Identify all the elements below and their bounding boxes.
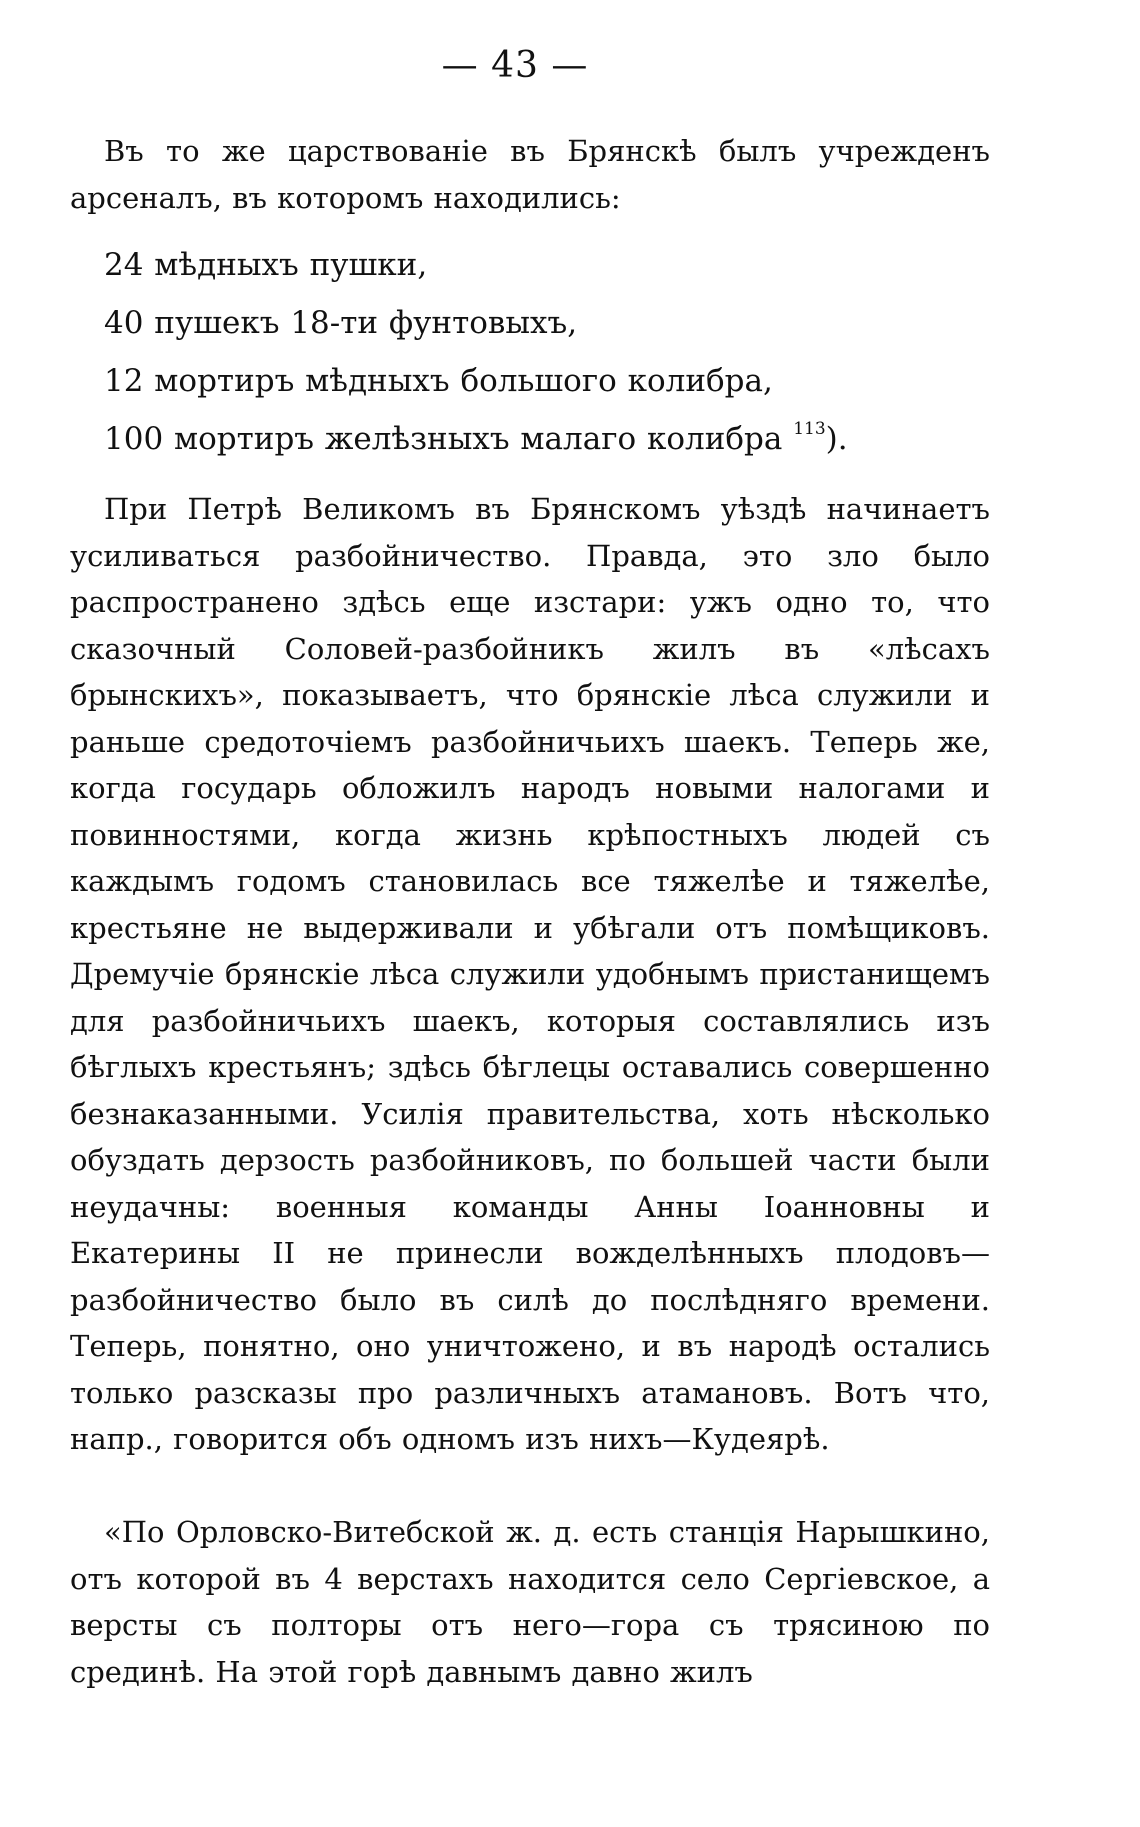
- arsenal-list: [70, 236, 990, 468]
- paragraph-arsenal-intro: [70, 128, 990, 221]
- page-number: — 43 —: [441, 45, 589, 86]
- list-item: 12 мортиръ мѣдныхъ большого колибра,: [104, 363, 773, 399]
- paragraph-robbery: [70, 486, 990, 1463]
- footnote-reference: 113: [793, 419, 826, 439]
- list-item-last: [70, 410, 990, 468]
- list-item-text: 100 мортиръ желѣзныхъ малаго колибра: [104, 421, 783, 457]
- paragraph-text: «По Орловско-Витебской ж. д. есть станція Нарышкино, отъ которой въ 4 верстахъ находится село Сергіевское, а версты съ полторы отъ него—гора съ трясиною по срединѣ. На этой горѣ давнымъ давно жилъ: [70, 1515, 990, 1689]
- paragraph-text: Въ то же царствованіе въ Брянскѣ былъ учрежденъ арсеналъ, въ которомъ находились:: [70, 134, 990, 215]
- list-item: 40 пушекъ 18-ти фунтовыхъ,: [104, 305, 578, 341]
- footnote-tail: ).: [825, 421, 848, 457]
- paragraph-legend-quote: [70, 1509, 990, 1695]
- list-item: 24 мѣдныхъ пушки,: [104, 247, 428, 283]
- paragraph-text: При Петрѣ Великомъ въ Брянскомъ уѣздѣ начинаетъ усиливаться разбойничество. Правда, это зло было распространено здѣсь еще изстари: ужъ одно то, что сказочный Соловей-разбойникъ жилъ въ «лѣсахъ брынскихъ», показываетъ, что брянскіе лѣса служили и раньше средоточіемъ разбойничьихъ шаекъ. Теперь же, когда государь обложилъ народъ новыми налогами и повинностями, когда жизнь крѣпостныхъ людей съ каждымъ годомъ становилась все тяжелѣе и тяжелѣе, крестьяне не выдерживали и убѣгали отъ помѣщиковъ. Дремучіе брянскіе лѣса служили удобнымъ пристанищемъ для разбойничьихъ шаекъ, которыя составлялись изъ бѣглыхъ крестьянъ; здѣсь бѣглецы оставались совершенно безнаказанными. Усилія правительства, хоть нѣсколько обуздать дерзость разбойниковъ, по большей части были неудачны: военныя команды Анны Іоанновны и Екатерины II не принесли вожделѣнныхъ плодовъ—разбойничество было въ силѣ до послѣдняго времени. Теперь, понятно, оно уничтожено, и въ народѣ остались только разсказы про различныхъ атамановъ. Вотъ что, напр., говорится объ одномъ изъ нихъ—Кудеярѣ.: [70, 492, 990, 1456]
